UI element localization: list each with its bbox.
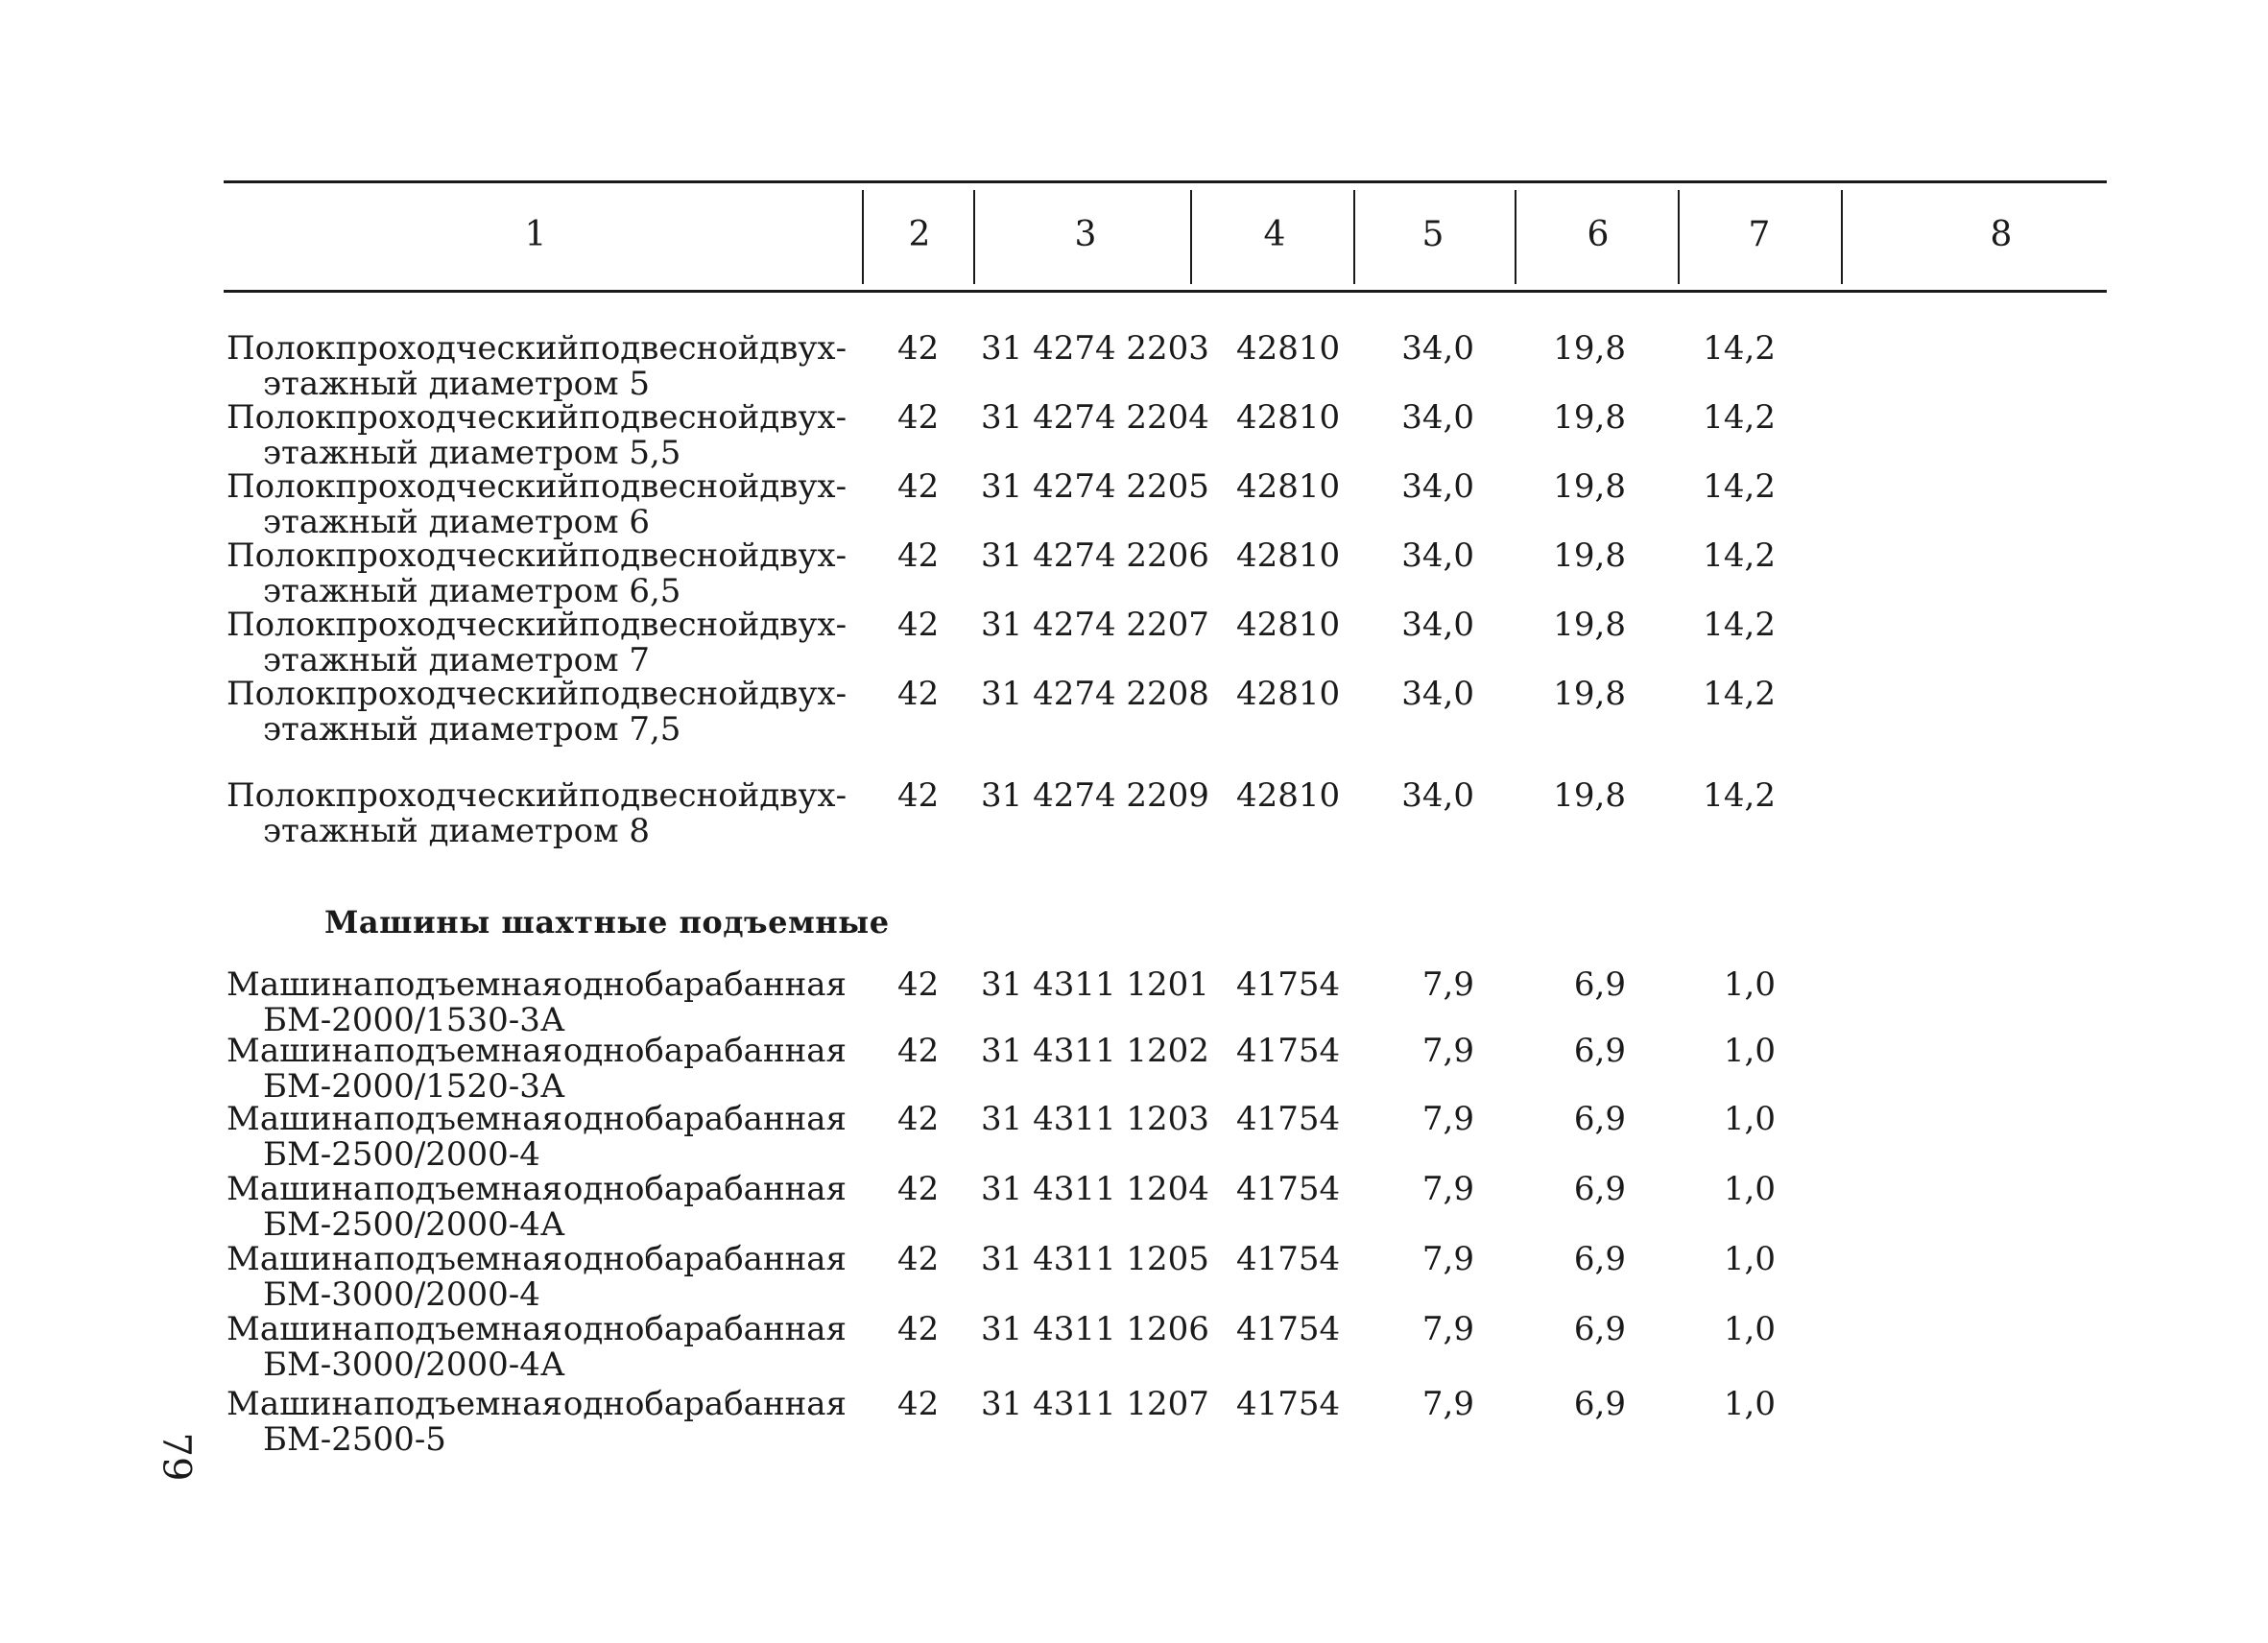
item-name-line-2: этажный диаметром 5,5 bbox=[263, 434, 681, 472]
column-divider bbox=[1841, 190, 1843, 284]
item-name-word: Машина bbox=[227, 965, 373, 1004]
item-name bbox=[227, 331, 847, 402]
col-2-value: 42 bbox=[897, 536, 940, 575]
item-name-word: проходческий bbox=[335, 536, 580, 575]
item-name-word: однобарабанная bbox=[562, 1100, 847, 1138]
item-name-word: двух- bbox=[759, 536, 848, 575]
col-7-value: 1,0 bbox=[1723, 1240, 1776, 1278]
item-name-word: подъемная bbox=[373, 1385, 562, 1423]
col-6-value: 19,8 bbox=[1553, 675, 1626, 713]
item-name-word: двух- bbox=[759, 776, 848, 815]
column-header-3: 3 bbox=[1074, 215, 1097, 254]
col-5-value: 7,9 bbox=[1421, 1310, 1474, 1348]
item-name bbox=[227, 967, 847, 1038]
item-name bbox=[227, 1102, 847, 1173]
col-3-code: 31 4311 1203 bbox=[981, 1100, 1209, 1138]
col-3-code: 31 4274 2208 bbox=[981, 675, 1209, 713]
col-5-value: 34,0 bbox=[1401, 329, 1474, 368]
item-name-word: Машина bbox=[227, 1310, 373, 1348]
item-name-line-2: этажный диаметром 5 bbox=[263, 365, 650, 403]
col-2-value: 42 bbox=[897, 1385, 940, 1423]
item-name bbox=[227, 778, 847, 849]
item-name-word: подъемная bbox=[373, 1240, 562, 1278]
col-4-code: 42810 bbox=[1236, 467, 1341, 506]
item-name bbox=[227, 1034, 847, 1105]
item-name-word: подвесной bbox=[579, 398, 760, 437]
column-header-4: 4 bbox=[1263, 215, 1286, 254]
item-name-word: Машина bbox=[227, 1240, 373, 1278]
col-4-code: 41754 bbox=[1236, 965, 1341, 1004]
column-header-7: 7 bbox=[1748, 215, 1771, 254]
col-7-value: 14,2 bbox=[1703, 606, 1776, 644]
column-header-6: 6 bbox=[1587, 215, 1610, 254]
col-7-value: 14,2 bbox=[1703, 675, 1776, 713]
item-name-word: однобарабанная bbox=[562, 1170, 847, 1208]
col-2-value: 42 bbox=[897, 675, 940, 713]
col-6-value: 6,9 bbox=[1573, 1170, 1626, 1208]
item-name bbox=[227, 538, 847, 609]
col-2-value: 42 bbox=[897, 1100, 940, 1138]
col-5-value: 7,9 bbox=[1421, 1100, 1474, 1138]
item-name-word: Полок bbox=[227, 776, 336, 815]
col-3-code: 31 4274 2205 bbox=[981, 467, 1209, 506]
col-5-value: 7,9 bbox=[1421, 1032, 1474, 1070]
item-name bbox=[227, 1242, 847, 1313]
item-name-line-2: этажный диаметром 8 bbox=[263, 812, 650, 850]
col-4-code: 42810 bbox=[1236, 536, 1341, 575]
item-name-word: подъемная bbox=[373, 1170, 562, 1208]
item-name-line-2: БМ-3000/2000-4А bbox=[263, 1345, 565, 1384]
col-5-value: 34,0 bbox=[1401, 606, 1474, 644]
col-2-value: 42 bbox=[897, 776, 940, 815]
col-7-value: 14,2 bbox=[1703, 398, 1776, 437]
item-name bbox=[227, 607, 847, 679]
col-5-value: 34,0 bbox=[1401, 776, 1474, 815]
column-divider bbox=[1190, 190, 1192, 284]
col-5-value: 34,0 bbox=[1401, 467, 1474, 506]
item-name bbox=[227, 469, 847, 540]
col-4-code: 42810 bbox=[1236, 329, 1341, 368]
item-name-line-2: БМ-2500/2000-4А bbox=[263, 1205, 565, 1244]
item-name-word: двух- bbox=[759, 675, 848, 713]
col-3-code: 31 4274 2203 bbox=[981, 329, 1209, 368]
col-7-value: 14,2 bbox=[1703, 329, 1776, 368]
column-divider bbox=[1678, 190, 1680, 284]
column-header-8: 8 bbox=[1990, 215, 2013, 254]
col-6-value: 6,9 bbox=[1573, 1100, 1626, 1138]
item-name-word: Машина bbox=[227, 1100, 373, 1138]
col-6-value: 19,8 bbox=[1553, 606, 1626, 644]
col-6-value: 6,9 bbox=[1573, 1385, 1626, 1423]
section-title: Машины шахтные подъемные bbox=[324, 904, 890, 941]
col-6-value: 19,8 bbox=[1553, 329, 1626, 368]
col-6-value: 6,9 bbox=[1573, 1310, 1626, 1348]
item-name-word: подвесной bbox=[579, 536, 760, 575]
item-name bbox=[227, 400, 847, 471]
column-divider bbox=[1353, 190, 1355, 284]
item-name-word: проходческий bbox=[335, 467, 580, 506]
item-name-word: проходческий bbox=[335, 398, 580, 437]
col-2-value: 42 bbox=[897, 1310, 940, 1348]
col-2-value: 42 bbox=[897, 606, 940, 644]
col-3-code: 31 4274 2204 bbox=[981, 398, 1209, 437]
column-header-2: 2 bbox=[908, 215, 931, 254]
item-name-line-2: БМ-2000/1520-3А bbox=[263, 1067, 565, 1106]
col-4-code: 42810 bbox=[1236, 606, 1341, 644]
item-name-word: проходческий bbox=[335, 329, 580, 368]
col-4-code: 42810 bbox=[1236, 675, 1341, 713]
col-5-value: 7,9 bbox=[1421, 1385, 1474, 1423]
item-name-word: Машина bbox=[227, 1385, 373, 1423]
col-4-code: 41754 bbox=[1236, 1240, 1341, 1278]
col-3-code: 31 4311 1201 bbox=[981, 965, 1209, 1004]
item-name bbox=[227, 1387, 847, 1458]
item-name-word: подъемная bbox=[373, 1032, 562, 1070]
item-name-line-2: БМ-2500-5 bbox=[263, 1420, 446, 1459]
item-name-word: Машина bbox=[227, 1170, 373, 1208]
col-6-value: 19,8 bbox=[1553, 776, 1626, 815]
col-5-value: 34,0 bbox=[1401, 536, 1474, 575]
item-name-line-2: БМ-3000/2000-4 bbox=[263, 1275, 540, 1314]
col-5-value: 7,9 bbox=[1421, 965, 1474, 1004]
item-name-word: проходческий bbox=[335, 675, 580, 713]
col-2-value: 42 bbox=[897, 398, 940, 437]
col-6-value: 19,8 bbox=[1553, 398, 1626, 437]
item-name-word: Полок bbox=[227, 606, 336, 644]
col-6-value: 6,9 bbox=[1573, 1240, 1626, 1278]
item-name-word: Полок bbox=[227, 398, 336, 437]
item-name-word: Полок bbox=[227, 329, 336, 368]
col-3-code: 31 4274 2206 bbox=[981, 536, 1209, 575]
item-name-word: подвесной bbox=[579, 675, 760, 713]
item-name-word: двух- bbox=[759, 329, 848, 368]
item-name-word: подъемная bbox=[373, 1100, 562, 1138]
item-name-word: Машина bbox=[227, 1032, 373, 1070]
col-5-value: 34,0 bbox=[1401, 675, 1474, 713]
col-5-value: 7,9 bbox=[1421, 1240, 1474, 1278]
item-name-word: двух- bbox=[759, 606, 848, 644]
col-4-code: 41754 bbox=[1236, 1385, 1341, 1423]
item-name-word: подвесной bbox=[579, 776, 760, 815]
item-name bbox=[227, 1172, 847, 1243]
item-name bbox=[227, 1312, 847, 1383]
item-name-line-2: этажный диаметром 6 bbox=[263, 503, 650, 541]
col-3-code: 31 4311 1205 bbox=[981, 1240, 1209, 1278]
page-number: 79 bbox=[154, 1432, 199, 1482]
col-3-code: 31 4311 1206 bbox=[981, 1310, 1209, 1348]
col-7-value: 1,0 bbox=[1723, 1310, 1776, 1348]
column-header-5: 5 bbox=[1421, 215, 1444, 254]
item-name-word: проходческий bbox=[335, 776, 580, 815]
col-2-value: 42 bbox=[897, 1240, 940, 1278]
col-7-value: 14,2 bbox=[1703, 536, 1776, 575]
item-name-word: Полок bbox=[227, 536, 336, 575]
col-7-value: 1,0 bbox=[1723, 965, 1776, 1004]
col-3-code: 31 4311 1204 bbox=[981, 1170, 1209, 1208]
col-5-value: 7,9 bbox=[1421, 1170, 1474, 1208]
item-name bbox=[227, 677, 847, 748]
item-name-line-2: этажный диаметром 6,5 bbox=[263, 572, 681, 610]
col-7-value: 14,2 bbox=[1703, 776, 1776, 815]
item-name-line-2: этажный диаметром 7 bbox=[263, 641, 650, 679]
column-divider bbox=[1515, 190, 1516, 284]
col-3-code: 31 4311 1202 bbox=[981, 1032, 1209, 1070]
col-2-value: 42 bbox=[897, 1032, 940, 1070]
col-4-code: 42810 bbox=[1236, 776, 1341, 815]
item-name-word: однобарабанная bbox=[562, 1240, 847, 1278]
col-7-value: 1,0 bbox=[1723, 1100, 1776, 1138]
column-divider bbox=[862, 190, 864, 284]
item-name-word: подвесной bbox=[579, 467, 760, 506]
col-6-value: 6,9 bbox=[1573, 965, 1626, 1004]
column-header-1: 1 bbox=[524, 215, 547, 254]
col-6-value: 19,8 bbox=[1553, 536, 1626, 575]
item-name-word: проходческий bbox=[335, 606, 580, 644]
col-2-value: 42 bbox=[897, 965, 940, 1004]
col-2-value: 42 bbox=[897, 467, 940, 506]
item-name-word: Полок bbox=[227, 675, 336, 713]
item-name-word: двух- bbox=[759, 398, 848, 437]
col-4-code: 42810 bbox=[1236, 398, 1341, 437]
item-name-word: однобарабанная bbox=[562, 1385, 847, 1423]
item-name-word: однобарабанная bbox=[562, 1032, 847, 1070]
item-name-word: подвесной bbox=[579, 606, 760, 644]
col-4-code: 41754 bbox=[1236, 1310, 1341, 1348]
col-5-value: 34,0 bbox=[1401, 398, 1474, 437]
col-4-code: 41754 bbox=[1236, 1032, 1341, 1070]
item-name-word: подъемная bbox=[373, 1310, 562, 1348]
col-7-value: 14,2 bbox=[1703, 467, 1776, 506]
column-divider bbox=[973, 190, 975, 284]
header-top-rule bbox=[224, 180, 2107, 183]
col-2-value: 42 bbox=[897, 1170, 940, 1208]
col-3-code: 31 4311 1207 bbox=[981, 1385, 1209, 1423]
item-name-word: подъемная bbox=[373, 965, 562, 1004]
header-bottom-rule bbox=[224, 290, 2107, 293]
col-7-value: 1,0 bbox=[1723, 1032, 1776, 1070]
col-4-code: 41754 bbox=[1236, 1100, 1341, 1138]
item-name-word: Полок bbox=[227, 467, 336, 506]
item-name-line-2: БМ-2500/2000-4 bbox=[263, 1135, 540, 1174]
item-name-word: однобарабанная bbox=[562, 965, 847, 1004]
col-2-value: 42 bbox=[897, 329, 940, 368]
col-3-code: 31 4274 2209 bbox=[981, 776, 1209, 815]
col-7-value: 1,0 bbox=[1723, 1170, 1776, 1208]
item-name-word: подвесной bbox=[579, 329, 760, 368]
col-3-code: 31 4274 2207 bbox=[981, 606, 1209, 644]
item-name-line-2: этажный диаметром 7,5 bbox=[263, 710, 681, 749]
col-6-value: 6,9 bbox=[1573, 1032, 1626, 1070]
col-7-value: 1,0 bbox=[1723, 1385, 1776, 1423]
col-6-value: 19,8 bbox=[1553, 467, 1626, 506]
item-name-word: двух- bbox=[759, 467, 848, 506]
item-name-word: однобарабанная bbox=[562, 1310, 847, 1348]
col-4-code: 41754 bbox=[1236, 1170, 1341, 1208]
item-name-line-2: БМ-2000/1530-3А bbox=[263, 1001, 565, 1039]
